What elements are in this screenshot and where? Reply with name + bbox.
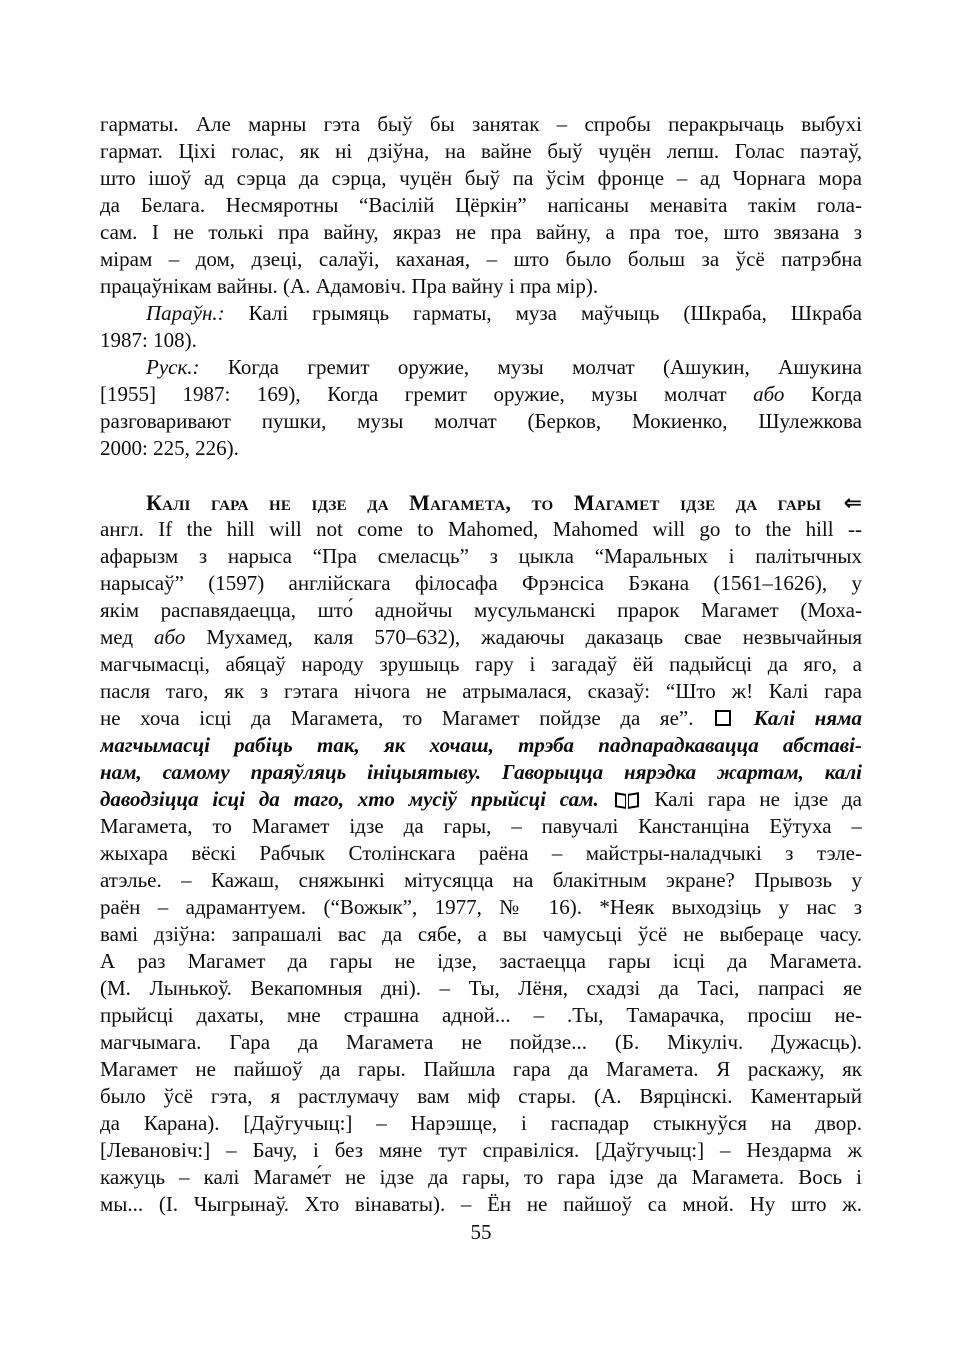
text-line (100, 354, 862, 381)
intro-continuation-paragraph (100, 111, 862, 300)
text-line (100, 894, 862, 921)
text-line (100, 1002, 862, 1029)
text-run: Когда (784, 382, 862, 406)
text-run: [1955] 1987: 169), Когда гремит оружие, музы молчат (100, 382, 754, 406)
text-line (100, 138, 862, 165)
text-run: мірам – дом, дзеці, салаўі, каханая, – што было больш за ўсё патрэбна (100, 247, 862, 271)
text-run: гарматы. Але марны гэта быў бы занятак – спробы перакрычаць выбухі (100, 112, 862, 136)
text-run: не хоча ісці да Магамета, то Магамет пойдзе да яе”. (100, 706, 714, 730)
text-run: даводзіцца ісці да таго, хто мусіў прыйсці сам. (100, 787, 599, 811)
text-line (100, 975, 862, 1002)
text-run (599, 787, 613, 811)
text-line (100, 1083, 862, 1110)
text-run: што ішоў ад сэрца да сэрца, чуцён быў па ўсім фронце – ад Чорнага мора (100, 166, 862, 190)
russian-label: Руск.: (146, 355, 200, 379)
text-run: жыхара вёскі Рабчык Столінскага раёна – майстры-наладчыкі з тэле- (100, 841, 862, 865)
text-run: афарызм з нарыса “Пра смеласць” з цыкла “Маральных і палітычных (100, 544, 862, 568)
text-run: прыйсці дахаты, мне страшна адной... – .Ты, Тамарачка, просіш не- (100, 1003, 862, 1027)
compare-label: Параўн.: (146, 301, 225, 325)
text-line (100, 381, 862, 408)
text-line (100, 1137, 862, 1164)
text-run: Калі няма (734, 706, 862, 730)
comparative-note-paragraph (100, 300, 862, 354)
text-run: Мухамед, каля 570–632), жадаючы даказаць свае незвычайныя (185, 625, 862, 649)
text-line (100, 948, 862, 975)
text-line (100, 813, 862, 840)
text-line (100, 570, 862, 597)
text-line (100, 435, 862, 462)
text-line (100, 705, 862, 732)
text-run: Когда гремит оружие, музы молчат (Ашукин, Ашукина (199, 355, 862, 379)
text-line (100, 597, 862, 624)
text-run: магчымага. Гара да Магамета не пойдзе... (Б. Мікуліч. Дужасць). (100, 1030, 862, 1054)
page-number: 55 (470, 1220, 492, 1244)
text-line (100, 327, 862, 354)
text-line (100, 1191, 862, 1218)
text-line (100, 300, 862, 327)
text-line (100, 165, 862, 192)
text-line (100, 408, 862, 435)
text-line (100, 489, 862, 516)
text-line (100, 1110, 862, 1137)
text-run: было ўсё гэта, я растлумачу вам міф стары. (А. Вярцінскі. Каментарый (100, 1084, 862, 1108)
text-run: Калі грымяць гарматы, муза маўчыць (Шкраба, Шкраба (224, 301, 862, 325)
text-run: або (154, 625, 186, 649)
text-line (100, 732, 862, 759)
text-run: гармат. Ціхі голас, як ні дзіўна, на вайне быў чуцён лепш. Голас паэтаў, (100, 139, 862, 163)
text-run: [Левановіч:] – Бачу, і без мяне тут справіліся. [Даўгучыц:] – Нездарма ж (100, 1138, 862, 1162)
text-line (100, 219, 862, 246)
text-line (100, 543, 862, 570)
text-run: 1987: 108). (100, 328, 197, 352)
text-line (100, 651, 862, 678)
text-block (100, 111, 862, 1218)
text-run: нам, самому праяўляць ініцыятыву. Гаворыцца нярэдка жартам, калі (100, 760, 862, 784)
open-book-icon (615, 792, 639, 808)
text-run: (М. Лынькоў. Векапомныя дні). – Ты, Лёня, схадзі да Тасі, папрасі яе (100, 976, 862, 1000)
text-run: англ. If the hill will not come to Mahomed, Mahomed will go to the hill -- (100, 517, 862, 541)
text-run: раён – адрамантуем. (“Вожык”, 1977, № 16). *Неяк выходзіць у нас з (100, 895, 862, 919)
text-run: сам. І не толькі пра вайну, якраз не пра вайну, а пра тое, што звязана з (100, 220, 862, 244)
empty-square-icon (715, 710, 731, 726)
text-line (100, 1056, 862, 1083)
text-run: працаўнікам вайны. (А. Адамовіч. Пра вайну і пра мір). (100, 274, 599, 298)
text-run: магчымасці, абяцаў народу зрушыць гару і загадаў ёй падыйсці да яго, а (100, 652, 862, 676)
text-line (100, 1029, 862, 1056)
text-line (100, 867, 862, 894)
text-line (100, 111, 862, 138)
text-run: Калі гара не ідзе да (640, 787, 862, 811)
text-run: да Карана). [Даўгучыц:] – Нарэшце, і гаспадар стыкнуўся на двор. (100, 1111, 862, 1135)
text-run: або (753, 382, 785, 406)
text-run: Магамет не пайшоў да гары. Пайшла гара да Магамета. Я раскажу, як (100, 1057, 862, 1081)
russian-note-paragraph (100, 354, 862, 462)
text-line (100, 516, 862, 543)
text-run: вамі дзіўна: запрашалі вас да сябе, а вы чамусьці ўсё не выбераце часу. (100, 922, 862, 946)
text-run: мед (100, 625, 155, 649)
text-run: А раз Магамет да гары не ідзе, застаецца гары ісці да Магамета. (100, 949, 862, 973)
text-run: разговаривают пушки, музы молчат (Берков, Мокиенко, Шулежкова (100, 409, 862, 433)
text-run: якім распавядаецца, што́ аднойчы мусульманскі прарок Магамет (Моха- (100, 598, 862, 622)
text-run: кажуць – калі Магаме́т не ідзе да гары, то гара ідзе да Магамета. Вось і (100, 1165, 862, 1189)
text-run: нарысаў” (1597) англійскага філосафа Фрэнсіса Бэкана (1561–1626), у (100, 571, 862, 595)
text-line (100, 840, 862, 867)
left-double-arrow-icon: ⇐ (821, 491, 862, 516)
text-line (100, 192, 862, 219)
text-run: атэлье. – Кажаш, сняжынкі мітусяцца на блакітным экране? Прывозь у (100, 868, 862, 892)
text-line (100, 246, 862, 273)
text-line (100, 1164, 862, 1191)
text-line (100, 624, 862, 651)
text-line (100, 678, 862, 705)
text-run: пасля таго, як з гэтага нічога не атрымалася, сказаў: “Што ж! Калі гара (100, 679, 862, 703)
text-line (100, 786, 862, 813)
entry-headword: Калі гара не ідзе да Магамета, то Магамет ідзе да гары (146, 490, 822, 515)
text-run: да Белага. Несмяротны “Васілій Цёркін” напісаны менавіта такім гола- (100, 193, 862, 217)
text-line (100, 759, 862, 786)
text-line (100, 273, 862, 300)
text-run: 2000: 225, 226). (100, 436, 239, 460)
text-line (100, 921, 862, 948)
text-run: Магамета, то Магамет ідзе да гары, – павучалі Канстанціна Еўтуха – (100, 814, 862, 838)
dictionary-entry-paragraph (100, 489, 862, 1218)
text-run: магчымасці рабіць так, як хочаш, трэба падпарадкавацца абставі- (100, 733, 862, 757)
text-run: мы... (І. Чыгрынаў. Хто вінаваты). – Ён не пайшоў са мной. Ну што ж. (100, 1192, 862, 1216)
